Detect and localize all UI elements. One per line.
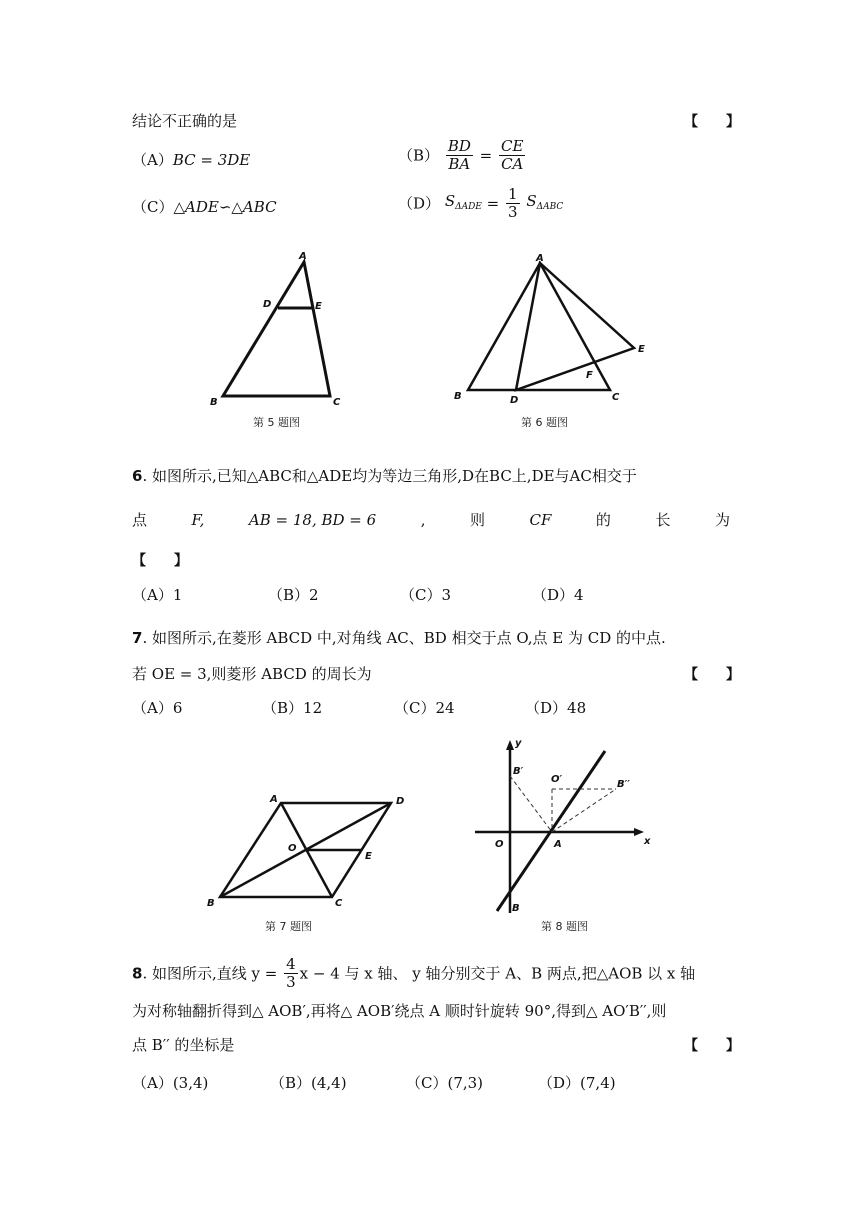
q7-option-c: （C）24 <box>394 699 455 717</box>
numerator: BD <box>447 137 471 155</box>
figure-6-caption: 第 6 题图 <box>521 416 568 429</box>
figure-5-triangle <box>200 245 360 410</box>
option-label: （B） <box>398 146 440 165</box>
label-b: B <box>454 391 462 402</box>
label-d: D <box>263 299 272 310</box>
label-x: x <box>644 836 651 847</box>
q5-option-a <box>132 150 250 170</box>
q6-option-d: （D）4 <box>532 586 584 604</box>
word: CF <box>529 511 552 529</box>
question-text: . 如图所示,已知△ABC和△ADE均为等边三角形,D在BC上,DE与AC相交于 <box>142 467 637 485</box>
label-y: y <box>515 738 522 749</box>
label-e: E <box>365 851 372 862</box>
question-number: 6 <box>132 467 143 485</box>
question-number: 7 <box>132 629 143 647</box>
q7-option-d: （D）48 <box>525 699 587 717</box>
fraction <box>446 138 473 173</box>
q7-option-a: （A）6 <box>132 699 183 717</box>
q5-option-d <box>398 186 563 221</box>
fraction <box>499 138 525 173</box>
s-symbol: S <box>526 191 537 210</box>
q8-line-2: 为对称轴翻折得到△ AOB′,再将△ AOB′绕点 A 顺时针旋转 90°,得到△ AO′B′′,则 <box>132 1002 667 1020</box>
area-symbol <box>526 192 563 210</box>
numerator: CE <box>501 137 524 155</box>
area-symbol <box>445 192 482 210</box>
subscript: ΔADE <box>455 201 482 212</box>
subscript: ΔABC <box>536 201 564 212</box>
q7-line-2: 若 OE = 3,则菱形 ABCD 的周长为 <box>132 665 372 683</box>
q8-option-b: （B）(4,4) <box>270 1074 347 1092</box>
q6-line-1 <box>132 466 637 486</box>
label-o: O <box>288 843 297 854</box>
option-label: （A） <box>132 151 173 169</box>
label-a: A <box>270 794 278 805</box>
q8-line-1 <box>132 956 695 991</box>
numerator: 1 <box>508 185 518 203</box>
word: 点 <box>132 511 148 529</box>
option-label: （C） <box>132 198 174 216</box>
label-b: B <box>512 903 520 914</box>
label-a: A <box>299 251 307 262</box>
figure-7-caption: 第 7 题图 <box>265 920 312 933</box>
question-number: 8 <box>132 964 143 983</box>
q8-line-3: 点 B′′ 的坐标是 <box>132 1036 235 1054</box>
q8-option-a: （A）(3,4) <box>132 1074 209 1092</box>
denominator: 3 <box>508 203 518 221</box>
q6-option-b: （B）2 <box>268 586 319 604</box>
s-symbol: S <box>444 191 456 210</box>
denominator: CA <box>501 155 524 173</box>
q7-option-b: （B）12 <box>262 699 323 717</box>
fraction <box>506 186 520 221</box>
q8-option-c: （C）(7,3) <box>406 1074 484 1092</box>
label-b-prime: B′ <box>513 766 524 777</box>
label-e: E <box>315 301 322 312</box>
q8-option-d: （D）(7,4) <box>538 1074 616 1092</box>
figure-7-rhombus <box>200 790 410 915</box>
option-text: △ADE∽△ABC <box>173 198 277 216</box>
numerator: 4 <box>286 955 296 973</box>
q5-option-c <box>132 197 277 217</box>
q8-answer-bracket: 【 】 <box>684 1038 740 1054</box>
question-text: . 如图所示,在菱形 ABCD 中,对角线 AC、BD 相交于点 O,点 E 为 CD 的中点. <box>142 629 666 647</box>
q7-answer-bracket: 【 】 <box>684 667 740 683</box>
word: AB = 18, BD = 6 <box>248 511 377 529</box>
label-b: B <box>207 898 215 909</box>
label-b-double-prime: B′′ <box>617 779 630 790</box>
label-d: D <box>396 796 405 807</box>
label-c: C <box>333 397 341 408</box>
label-o-prime: O′ <box>551 774 563 785</box>
option-label: （D） <box>398 194 441 213</box>
q5-option-b <box>398 138 527 173</box>
fraction <box>284 956 298 991</box>
denominator: 3 <box>286 973 296 991</box>
figure-5-caption: 第 5 题图 <box>253 416 300 429</box>
word: 长 <box>655 511 671 529</box>
label-o: O <box>495 839 504 850</box>
equals: = <box>479 146 493 165</box>
figure-6-triangles <box>445 245 665 410</box>
word: , <box>420 511 426 529</box>
figure-8-caption: 第 8 题图 <box>541 920 588 933</box>
question-text: . 如图所示,直线 y = <box>142 964 278 983</box>
q5-stem-end: 结论不正确的是 <box>132 112 238 130</box>
word: F, <box>191 511 205 529</box>
q6-answer-bracket: 【 】 <box>132 553 188 569</box>
equals: = <box>486 194 500 213</box>
label-c: C <box>335 898 343 909</box>
label-e: E <box>638 344 645 355</box>
label-a: A <box>536 253 544 264</box>
q6-option-c: （C）3 <box>400 586 452 604</box>
q6-line-2 <box>132 510 730 530</box>
label-d: D <box>510 395 519 406</box>
word: 为 <box>714 511 730 529</box>
question-text: x − 4 与 x 轴、 y 轴分别交于 A、B 两点,把△AOB 以 x 轴 <box>299 964 696 983</box>
option-text: BC = 3DE <box>172 151 251 169</box>
figure-8-coordinate <box>470 733 660 918</box>
label-f: F <box>586 370 593 381</box>
q6-option-a: （A）1 <box>132 586 183 604</box>
label-a: A <box>554 839 562 850</box>
word: 则 <box>469 511 485 529</box>
q5-answer-bracket: 【 】 <box>684 114 740 130</box>
label-b: B <box>210 397 218 408</box>
label-c: C <box>612 392 620 403</box>
word: 的 <box>595 511 611 529</box>
q7-line-1 <box>132 628 666 648</box>
denominator: BA <box>448 155 471 173</box>
